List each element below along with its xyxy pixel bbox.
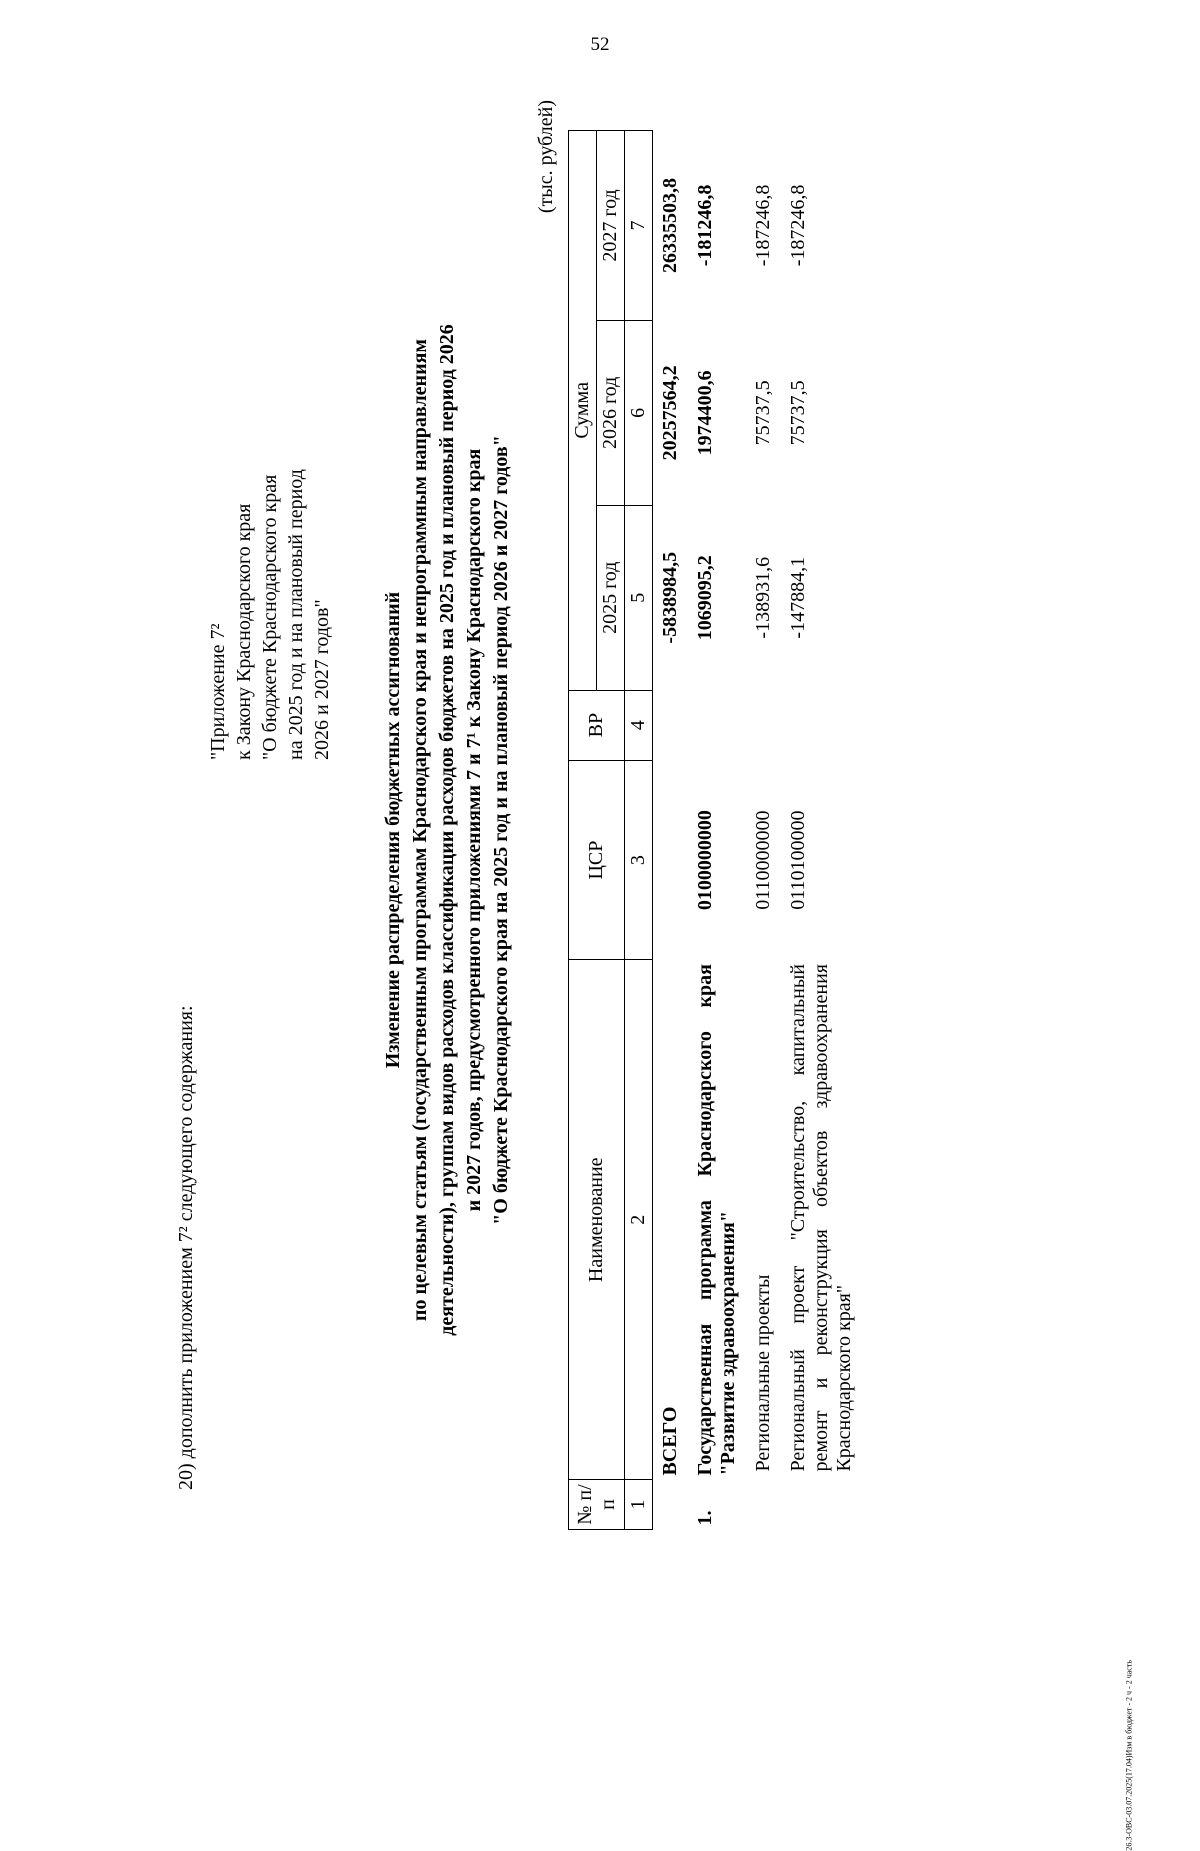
- cell-2025: -5838984,5: [659, 551, 681, 644]
- cell-2027: 26335503,8: [659, 177, 681, 273]
- cell-2026: 75737,5: [752, 380, 774, 446]
- title-line: деятельности), группам видов расходов классификации расходов бюджетов на 2025 год и плановый период 2026: [436, 324, 458, 1336]
- header-2026: 2026 год: [597, 320, 625, 505]
- title-line: и 2027 годов, предусмотренного приложениями 7 и 7¹ к Закону Краснодарского края: [463, 448, 485, 1212]
- column-number: 4: [625, 690, 653, 760]
- footer-code: 26.3-ОВС-03.07.2025(17.04)Изм в бюджет - 2 ч - 2 часть: [1125, 1660, 1134, 1851]
- title-line: по целевым статьям (государственным программам Краснодарского края и непрограммным направлениям: [409, 338, 431, 1322]
- cell-2025: -138931,6: [752, 556, 774, 639]
- cell-2027: -181246,8: [694, 184, 716, 267]
- page-number: 52: [590, 34, 610, 55]
- header-name: Наименование: [569, 960, 625, 1480]
- cell-num: [781, 1480, 862, 1530]
- cell-name: Государственная программа Краснодарского края "Развитие здравоохранения": [694, 964, 739, 1476]
- intro-text: 20) дополнить приложением 7² следующего содержания:: [175, 1005, 197, 1490]
- cell-2026: 20257564,2: [659, 365, 681, 461]
- table-row: [781, 131, 862, 1530]
- cell-name: ВСЕГО: [659, 1406, 681, 1476]
- cell-num: 1.: [694, 1510, 716, 1526]
- header-sum: Сумма: [569, 131, 597, 691]
- cell-csr: [653, 760, 689, 960]
- cell-vr: [653, 690, 689, 760]
- appendix-line: к Закону Краснодарского края: [233, 503, 255, 760]
- rotated-content: [120, 100, 1120, 1530]
- column-numbers-row: [625, 131, 653, 1530]
- appendix-line: "О бюджете Краснодарского края: [259, 474, 281, 760]
- column-number: 5: [625, 505, 653, 690]
- header-2025: 2025 год: [597, 505, 625, 690]
- appendix-line: на 2025 год и на плановый период: [285, 469, 307, 760]
- title-line: "О бюджете Краснодарского края на 2025 год и на плановый период 2026 и 2027 годов": [490, 435, 512, 1225]
- column-number: 3: [625, 760, 653, 960]
- cell-vr: [746, 690, 781, 760]
- table-row: [746, 131, 781, 1530]
- header-row: [569, 131, 597, 1530]
- cell-2027: -187246,8: [787, 184, 809, 267]
- cell-num: [653, 1480, 689, 1530]
- cell-2025: 1069095,2: [694, 555, 716, 641]
- column-number: 1: [625, 1480, 653, 1530]
- column-number: 6: [625, 320, 653, 505]
- cell-2026: 1974400,6: [694, 370, 716, 456]
- appendix-line: "Приложение 7²: [207, 623, 229, 760]
- column-number: 2: [625, 960, 653, 1480]
- table-row-total: [653, 131, 689, 1530]
- document-title: [380, 130, 515, 1530]
- header-csr: ЦСР: [569, 760, 625, 960]
- cell-2027: -187246,8: [752, 184, 774, 267]
- header-num: № п/п: [569, 1480, 625, 1530]
- units-label: (тыс. рублей): [535, 100, 557, 214]
- budget-table: [568, 130, 862, 1530]
- header-2027: 2027 год: [597, 131, 625, 321]
- title-line: Изменение распределения бюджетных ассигнований: [382, 591, 404, 1069]
- cell-name: Региональные проекты: [752, 1274, 774, 1472]
- cell-num: [746, 1480, 781, 1530]
- cell-vr: [781, 690, 862, 760]
- header-vr: ВР: [569, 690, 625, 760]
- cell-csr: 0110000000: [752, 810, 774, 910]
- column-number: 7: [625, 131, 653, 321]
- cell-2026: 75737,5: [787, 380, 809, 446]
- appendix-line: 2026 и 2027 годов": [311, 599, 333, 760]
- table-row: [688, 131, 746, 1530]
- cell-vr: [688, 690, 746, 760]
- cell-csr: 0100000000: [694, 810, 716, 911]
- cell-2025: -147884,1: [787, 556, 809, 639]
- appendix-reference: [205, 320, 335, 760]
- cell-name: Региональный проект "Строительство, капитальный ремонт и реконструкция объектов здравоохранения Краснодарского края": [787, 964, 855, 1472]
- cell-csr: 0110100000: [787, 810, 809, 910]
